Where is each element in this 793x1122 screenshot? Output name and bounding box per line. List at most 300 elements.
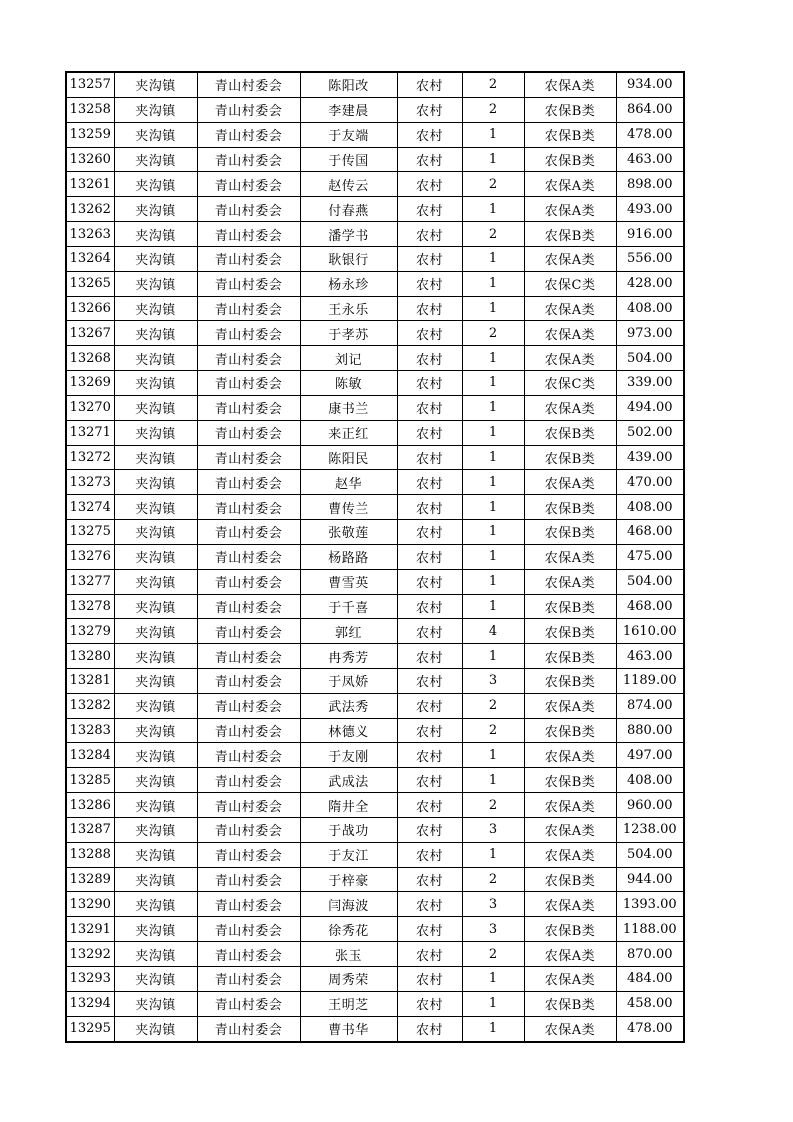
cell-residence-type: 农村 [397, 296, 462, 321]
cell-person-name: 张敬莲 [300, 520, 397, 545]
cell-town: 夹沟镇 [114, 991, 197, 1016]
table-row [66, 768, 684, 793]
cell-person-name: 耿银行 [300, 246, 397, 271]
cell-person-name: 来正红 [300, 420, 397, 445]
cell-record-id: 13290 [66, 892, 114, 917]
cell-record-id: 13282 [66, 693, 114, 718]
cell-headcount: 3 [462, 892, 524, 917]
cell-person-name: 于友端 [300, 122, 397, 147]
cell-residence-type: 农村 [397, 420, 462, 445]
cell-headcount: 1 [462, 122, 524, 147]
cell-residence-type: 农村 [397, 271, 462, 296]
cell-residence-type: 农村 [397, 97, 462, 122]
cell-record-id: 13280 [66, 644, 114, 669]
cell-town: 夹沟镇 [114, 1016, 197, 1042]
table-row [66, 445, 684, 470]
cell-insurance-category: 农保B类 [524, 768, 616, 793]
cell-insurance-category: 农保A类 [524, 544, 616, 569]
cell-amount: 439.00 [616, 445, 684, 470]
cell-insurance-category: 农保A类 [524, 395, 616, 420]
cell-residence-type: 农村 [397, 867, 462, 892]
cell-town: 夹沟镇 [114, 743, 197, 768]
table-row [66, 371, 684, 396]
cell-residence-type: 农村 [397, 991, 462, 1016]
cell-record-id: 13287 [66, 817, 114, 842]
cell-record-id: 13258 [66, 97, 114, 122]
cell-residence-type: 农村 [397, 445, 462, 470]
cell-headcount: 1 [462, 966, 524, 991]
cell-insurance-category: 农保C类 [524, 271, 616, 296]
table-row [66, 72, 684, 97]
cell-town: 夹沟镇 [114, 644, 197, 669]
cell-record-id: 13289 [66, 867, 114, 892]
cell-record-id: 13292 [66, 942, 114, 967]
cell-insurance-category: 农保B类 [524, 97, 616, 122]
cell-headcount: 2 [462, 97, 524, 122]
cell-person-name: 于千喜 [300, 594, 397, 619]
cell-village: 青山村委会 [197, 271, 300, 296]
cell-town: 夹沟镇 [114, 693, 197, 718]
cell-headcount: 1 [462, 346, 524, 371]
cell-headcount: 1 [462, 147, 524, 172]
cell-record-id: 13263 [66, 222, 114, 247]
cell-residence-type: 农村 [397, 693, 462, 718]
cell-residence-type: 农村 [397, 917, 462, 942]
table-row [66, 296, 684, 321]
table-row [66, 842, 684, 867]
cell-residence-type: 农村 [397, 793, 462, 818]
cell-village: 青山村委会 [197, 296, 300, 321]
table-row [66, 892, 684, 917]
cell-residence-type: 农村 [397, 942, 462, 967]
cell-record-id: 13267 [66, 321, 114, 346]
cell-insurance-category: 农保A类 [524, 197, 616, 222]
cell-person-name: 陈阳改 [300, 72, 397, 97]
cell-insurance-category: 农保A类 [524, 942, 616, 967]
cell-insurance-category: 农保A类 [524, 321, 616, 346]
cell-headcount: 1 [462, 296, 524, 321]
cell-town: 夹沟镇 [114, 420, 197, 445]
cell-amount: 504.00 [616, 842, 684, 867]
cell-headcount: 1 [462, 991, 524, 1016]
cell-headcount: 1 [462, 1016, 524, 1042]
table-row [66, 569, 684, 594]
cell-record-id: 13288 [66, 842, 114, 867]
cell-person-name: 冉秀芳 [300, 644, 397, 669]
cell-insurance-category: 农保B类 [524, 669, 616, 694]
cell-headcount: 3 [462, 917, 524, 942]
cell-amount: 428.00 [616, 271, 684, 296]
cell-record-id: 13275 [66, 520, 114, 545]
cell-record-id: 13259 [66, 122, 114, 147]
table-row [66, 222, 684, 247]
cell-headcount: 1 [462, 420, 524, 445]
cell-amount: 864.00 [616, 97, 684, 122]
cell-town: 夹沟镇 [114, 296, 197, 321]
cell-village: 青山村委会 [197, 197, 300, 222]
cell-person-name: 张玉 [300, 942, 397, 967]
cell-residence-type: 农村 [397, 246, 462, 271]
cell-record-id: 13281 [66, 669, 114, 694]
cell-insurance-category: 农保A类 [524, 743, 616, 768]
cell-insurance-category: 农保B类 [524, 445, 616, 470]
cell-person-name: 付春燕 [300, 197, 397, 222]
table-row [66, 867, 684, 892]
cell-person-name: 于友刚 [300, 743, 397, 768]
cell-record-id: 13277 [66, 569, 114, 594]
table-row [66, 718, 684, 743]
cell-village: 青山村委会 [197, 619, 300, 644]
cell-record-id: 13284 [66, 743, 114, 768]
table-row [66, 420, 684, 445]
cell-residence-type: 农村 [397, 817, 462, 842]
cell-residence-type: 农村 [397, 718, 462, 743]
cell-record-id: 13293 [66, 966, 114, 991]
cell-town: 夹沟镇 [114, 892, 197, 917]
table-row [66, 122, 684, 147]
cell-residence-type: 农村 [397, 197, 462, 222]
cell-village: 青山村委会 [197, 222, 300, 247]
table-row [66, 793, 684, 818]
cell-residence-type: 农村 [397, 569, 462, 594]
cell-amount: 874.00 [616, 693, 684, 718]
cell-headcount: 1 [462, 520, 524, 545]
cell-headcount: 2 [462, 222, 524, 247]
cell-town: 夹沟镇 [114, 72, 197, 97]
cell-insurance-category: 农保A类 [524, 172, 616, 197]
cell-residence-type: 农村 [397, 172, 462, 197]
cell-headcount: 2 [462, 172, 524, 197]
cell-record-id: 13273 [66, 470, 114, 495]
cell-amount: 478.00 [616, 1016, 684, 1042]
cell-insurance-category: 农保A类 [524, 470, 616, 495]
table-row [66, 271, 684, 296]
cell-village: 青山村委会 [197, 470, 300, 495]
cell-record-id: 13270 [66, 395, 114, 420]
cell-village: 青山村委会 [197, 917, 300, 942]
cell-residence-type: 农村 [397, 346, 462, 371]
cell-insurance-category: 农保B类 [524, 619, 616, 644]
table-row [66, 917, 684, 942]
cell-insurance-category: 农保C类 [524, 371, 616, 396]
table-row [66, 97, 684, 122]
cell-amount: 898.00 [616, 172, 684, 197]
cell-headcount: 2 [462, 72, 524, 97]
cell-insurance-category: 农保B类 [524, 222, 616, 247]
cell-amount: 1188.00 [616, 917, 684, 942]
cell-town: 夹沟镇 [114, 669, 197, 694]
cell-headcount: 1 [462, 544, 524, 569]
table-row [66, 321, 684, 346]
cell-amount: 556.00 [616, 246, 684, 271]
cell-village: 青山村委会 [197, 718, 300, 743]
table-row [66, 246, 684, 271]
cell-town: 夹沟镇 [114, 346, 197, 371]
cell-village: 青山村委会 [197, 246, 300, 271]
cell-person-name: 潘学书 [300, 222, 397, 247]
cell-village: 青山村委会 [197, 420, 300, 445]
cell-town: 夹沟镇 [114, 470, 197, 495]
table-row [66, 1016, 684, 1042]
cell-residence-type: 农村 [397, 470, 462, 495]
cell-person-name: 于战功 [300, 817, 397, 842]
cell-person-name: 周秀荣 [300, 966, 397, 991]
cell-person-name: 李建晨 [300, 97, 397, 122]
cell-amount: 944.00 [616, 867, 684, 892]
cell-amount: 408.00 [616, 768, 684, 793]
cell-village: 青山村委会 [197, 172, 300, 197]
cell-residence-type: 农村 [397, 768, 462, 793]
cell-town: 夹沟镇 [114, 867, 197, 892]
cell-town: 夹沟镇 [114, 371, 197, 396]
cell-residence-type: 农村 [397, 743, 462, 768]
cell-headcount: 1 [462, 395, 524, 420]
table-row [66, 395, 684, 420]
cell-headcount: 1 [462, 594, 524, 619]
cell-amount: 934.00 [616, 72, 684, 97]
cell-insurance-category: 农保A类 [524, 72, 616, 97]
cell-record-id: 13276 [66, 544, 114, 569]
cell-residence-type: 农村 [397, 594, 462, 619]
cell-record-id: 13268 [66, 346, 114, 371]
cell-residence-type: 农村 [397, 321, 462, 346]
cell-amount: 470.00 [616, 470, 684, 495]
table-row [66, 966, 684, 991]
cell-town: 夹沟镇 [114, 817, 197, 842]
table-row [66, 942, 684, 967]
cell-amount: 463.00 [616, 644, 684, 669]
cell-person-name: 徐秀花 [300, 917, 397, 942]
cell-residence-type: 农村 [397, 222, 462, 247]
cell-residence-type: 农村 [397, 544, 462, 569]
cell-village: 青山村委会 [197, 669, 300, 694]
cell-headcount: 1 [462, 842, 524, 867]
cell-amount: 484.00 [616, 966, 684, 991]
cell-amount: 504.00 [616, 346, 684, 371]
cell-record-id: 13265 [66, 271, 114, 296]
cell-residence-type: 农村 [397, 669, 462, 694]
cell-residence-type: 农村 [397, 842, 462, 867]
table-row [66, 495, 684, 520]
cell-person-name: 于凤娇 [300, 669, 397, 694]
cell-person-name: 于梓豪 [300, 867, 397, 892]
cell-residence-type: 农村 [397, 395, 462, 420]
cell-insurance-category: 农保A类 [524, 817, 616, 842]
cell-residence-type: 农村 [397, 892, 462, 917]
cell-amount: 916.00 [616, 222, 684, 247]
cell-village: 青山村委会 [197, 1016, 300, 1042]
cell-insurance-category: 农保A类 [524, 569, 616, 594]
cell-record-id: 13257 [66, 72, 114, 97]
cell-amount: 408.00 [616, 495, 684, 520]
cell-village: 青山村委会 [197, 97, 300, 122]
cell-headcount: 1 [462, 371, 524, 396]
cell-village: 青山村委会 [197, 991, 300, 1016]
cell-insurance-category: 农保A类 [524, 693, 616, 718]
cell-town: 夹沟镇 [114, 147, 197, 172]
cell-amount: 502.00 [616, 420, 684, 445]
cell-town: 夹沟镇 [114, 942, 197, 967]
cell-person-name: 康书兰 [300, 395, 397, 420]
cell-village: 青山村委会 [197, 395, 300, 420]
table-row [66, 520, 684, 545]
cell-amount: 339.00 [616, 371, 684, 396]
cell-insurance-category: 农保B类 [524, 122, 616, 147]
cell-headcount: 4 [462, 619, 524, 644]
cell-record-id: 13269 [66, 371, 114, 396]
cell-record-id: 13278 [66, 594, 114, 619]
cell-town: 夹沟镇 [114, 445, 197, 470]
cell-record-id: 13291 [66, 917, 114, 942]
cell-residence-type: 农村 [397, 371, 462, 396]
cell-record-id: 13272 [66, 445, 114, 470]
table-row [66, 470, 684, 495]
cell-village: 青山村委会 [197, 768, 300, 793]
cell-amount: 1393.00 [616, 892, 684, 917]
cell-amount: 880.00 [616, 718, 684, 743]
cell-headcount: 1 [462, 644, 524, 669]
cell-insurance-category: 农保B类 [524, 718, 616, 743]
cell-record-id: 13261 [66, 172, 114, 197]
cell-insurance-category: 农保B类 [524, 420, 616, 445]
cell-insurance-category: 农保A类 [524, 1016, 616, 1042]
cell-village: 青山村委会 [197, 817, 300, 842]
cell-village: 青山村委会 [197, 544, 300, 569]
cell-village: 青山村委会 [197, 793, 300, 818]
cell-town: 夹沟镇 [114, 520, 197, 545]
cell-headcount: 3 [462, 669, 524, 694]
cell-insurance-category: 农保B类 [524, 147, 616, 172]
cell-person-name: 于孝苏 [300, 321, 397, 346]
cell-town: 夹沟镇 [114, 495, 197, 520]
cell-insurance-category: 农保B类 [524, 867, 616, 892]
cell-amount: 468.00 [616, 594, 684, 619]
cell-person-name: 曹传兰 [300, 495, 397, 520]
table-row [66, 743, 684, 768]
cell-insurance-category: 农保B类 [524, 594, 616, 619]
cell-insurance-category: 农保A类 [524, 842, 616, 867]
cell-insurance-category: 农保B类 [524, 644, 616, 669]
cell-record-id: 13264 [66, 246, 114, 271]
table-row [66, 172, 684, 197]
cell-amount: 504.00 [616, 569, 684, 594]
cell-amount: 494.00 [616, 395, 684, 420]
cell-amount: 1610.00 [616, 619, 684, 644]
table-row [66, 817, 684, 842]
table-row [66, 644, 684, 669]
cell-insurance-category: 农保B类 [524, 495, 616, 520]
cell-headcount: 1 [462, 445, 524, 470]
cell-town: 夹沟镇 [114, 97, 197, 122]
cell-record-id: 13286 [66, 793, 114, 818]
cell-amount: 478.00 [616, 122, 684, 147]
cell-village: 青山村委会 [197, 346, 300, 371]
cell-person-name: 曹雪英 [300, 569, 397, 594]
cell-person-name: 林德义 [300, 718, 397, 743]
cell-village: 青山村委会 [197, 743, 300, 768]
cell-headcount: 2 [462, 693, 524, 718]
records-table [65, 71, 685, 1043]
table-row [66, 197, 684, 222]
cell-amount: 493.00 [616, 197, 684, 222]
cell-town: 夹沟镇 [114, 271, 197, 296]
cell-person-name: 于传国 [300, 147, 397, 172]
cell-town: 夹沟镇 [114, 122, 197, 147]
table-row [66, 693, 684, 718]
cell-residence-type: 农村 [397, 122, 462, 147]
cell-amount: 973.00 [616, 321, 684, 346]
cell-headcount: 1 [462, 197, 524, 222]
cell-person-name: 于友江 [300, 842, 397, 867]
cell-headcount: 1 [462, 495, 524, 520]
cell-town: 夹沟镇 [114, 594, 197, 619]
cell-village: 青山村委会 [197, 693, 300, 718]
cell-town: 夹沟镇 [114, 966, 197, 991]
cell-person-name: 武成法 [300, 768, 397, 793]
cell-record-id: 13295 [66, 1016, 114, 1042]
cell-headcount: 2 [462, 942, 524, 967]
cell-village: 青山村委会 [197, 371, 300, 396]
cell-village: 青山村委会 [197, 495, 300, 520]
cell-village: 青山村委会 [197, 942, 300, 967]
cell-headcount: 3 [462, 817, 524, 842]
cell-headcount: 2 [462, 718, 524, 743]
table-row [66, 619, 684, 644]
cell-amount: 870.00 [616, 942, 684, 967]
cell-person-name: 曹书华 [300, 1016, 397, 1042]
cell-residence-type: 农村 [397, 495, 462, 520]
cell-headcount: 2 [462, 793, 524, 818]
cell-person-name: 王永乐 [300, 296, 397, 321]
cell-town: 夹沟镇 [114, 569, 197, 594]
cell-record-id: 13279 [66, 619, 114, 644]
cell-village: 青山村委会 [197, 321, 300, 346]
table-row [66, 346, 684, 371]
cell-town: 夹沟镇 [114, 197, 197, 222]
cell-amount: 463.00 [616, 147, 684, 172]
cell-village: 青山村委会 [197, 594, 300, 619]
cell-village: 青山村委会 [197, 867, 300, 892]
cell-headcount: 1 [462, 271, 524, 296]
cell-person-name: 杨路路 [300, 544, 397, 569]
cell-headcount: 1 [462, 768, 524, 793]
cell-amount: 1189.00 [616, 669, 684, 694]
cell-record-id: 13260 [66, 147, 114, 172]
cell-village: 青山村委会 [197, 966, 300, 991]
cell-town: 夹沟镇 [114, 718, 197, 743]
table-row [66, 544, 684, 569]
cell-record-id: 13283 [66, 718, 114, 743]
cell-record-id: 13262 [66, 197, 114, 222]
cell-record-id: 13266 [66, 296, 114, 321]
cell-person-name: 杨永珍 [300, 271, 397, 296]
cell-town: 夹沟镇 [114, 172, 197, 197]
cell-insurance-category: 农保B类 [524, 917, 616, 942]
cell-person-name: 赵传云 [300, 172, 397, 197]
cell-residence-type: 农村 [397, 520, 462, 545]
cell-person-name: 郭红 [300, 619, 397, 644]
cell-amount: 960.00 [616, 793, 684, 818]
cell-residence-type: 农村 [397, 72, 462, 97]
cell-record-id: 13294 [66, 991, 114, 1016]
cell-insurance-category: 农保B类 [524, 991, 616, 1016]
cell-person-name: 武法秀 [300, 693, 397, 718]
cell-person-name: 陈阳民 [300, 445, 397, 470]
cell-headcount: 1 [462, 743, 524, 768]
cell-insurance-category: 农保A类 [524, 892, 616, 917]
cell-town: 夹沟镇 [114, 842, 197, 867]
cell-headcount: 1 [462, 569, 524, 594]
